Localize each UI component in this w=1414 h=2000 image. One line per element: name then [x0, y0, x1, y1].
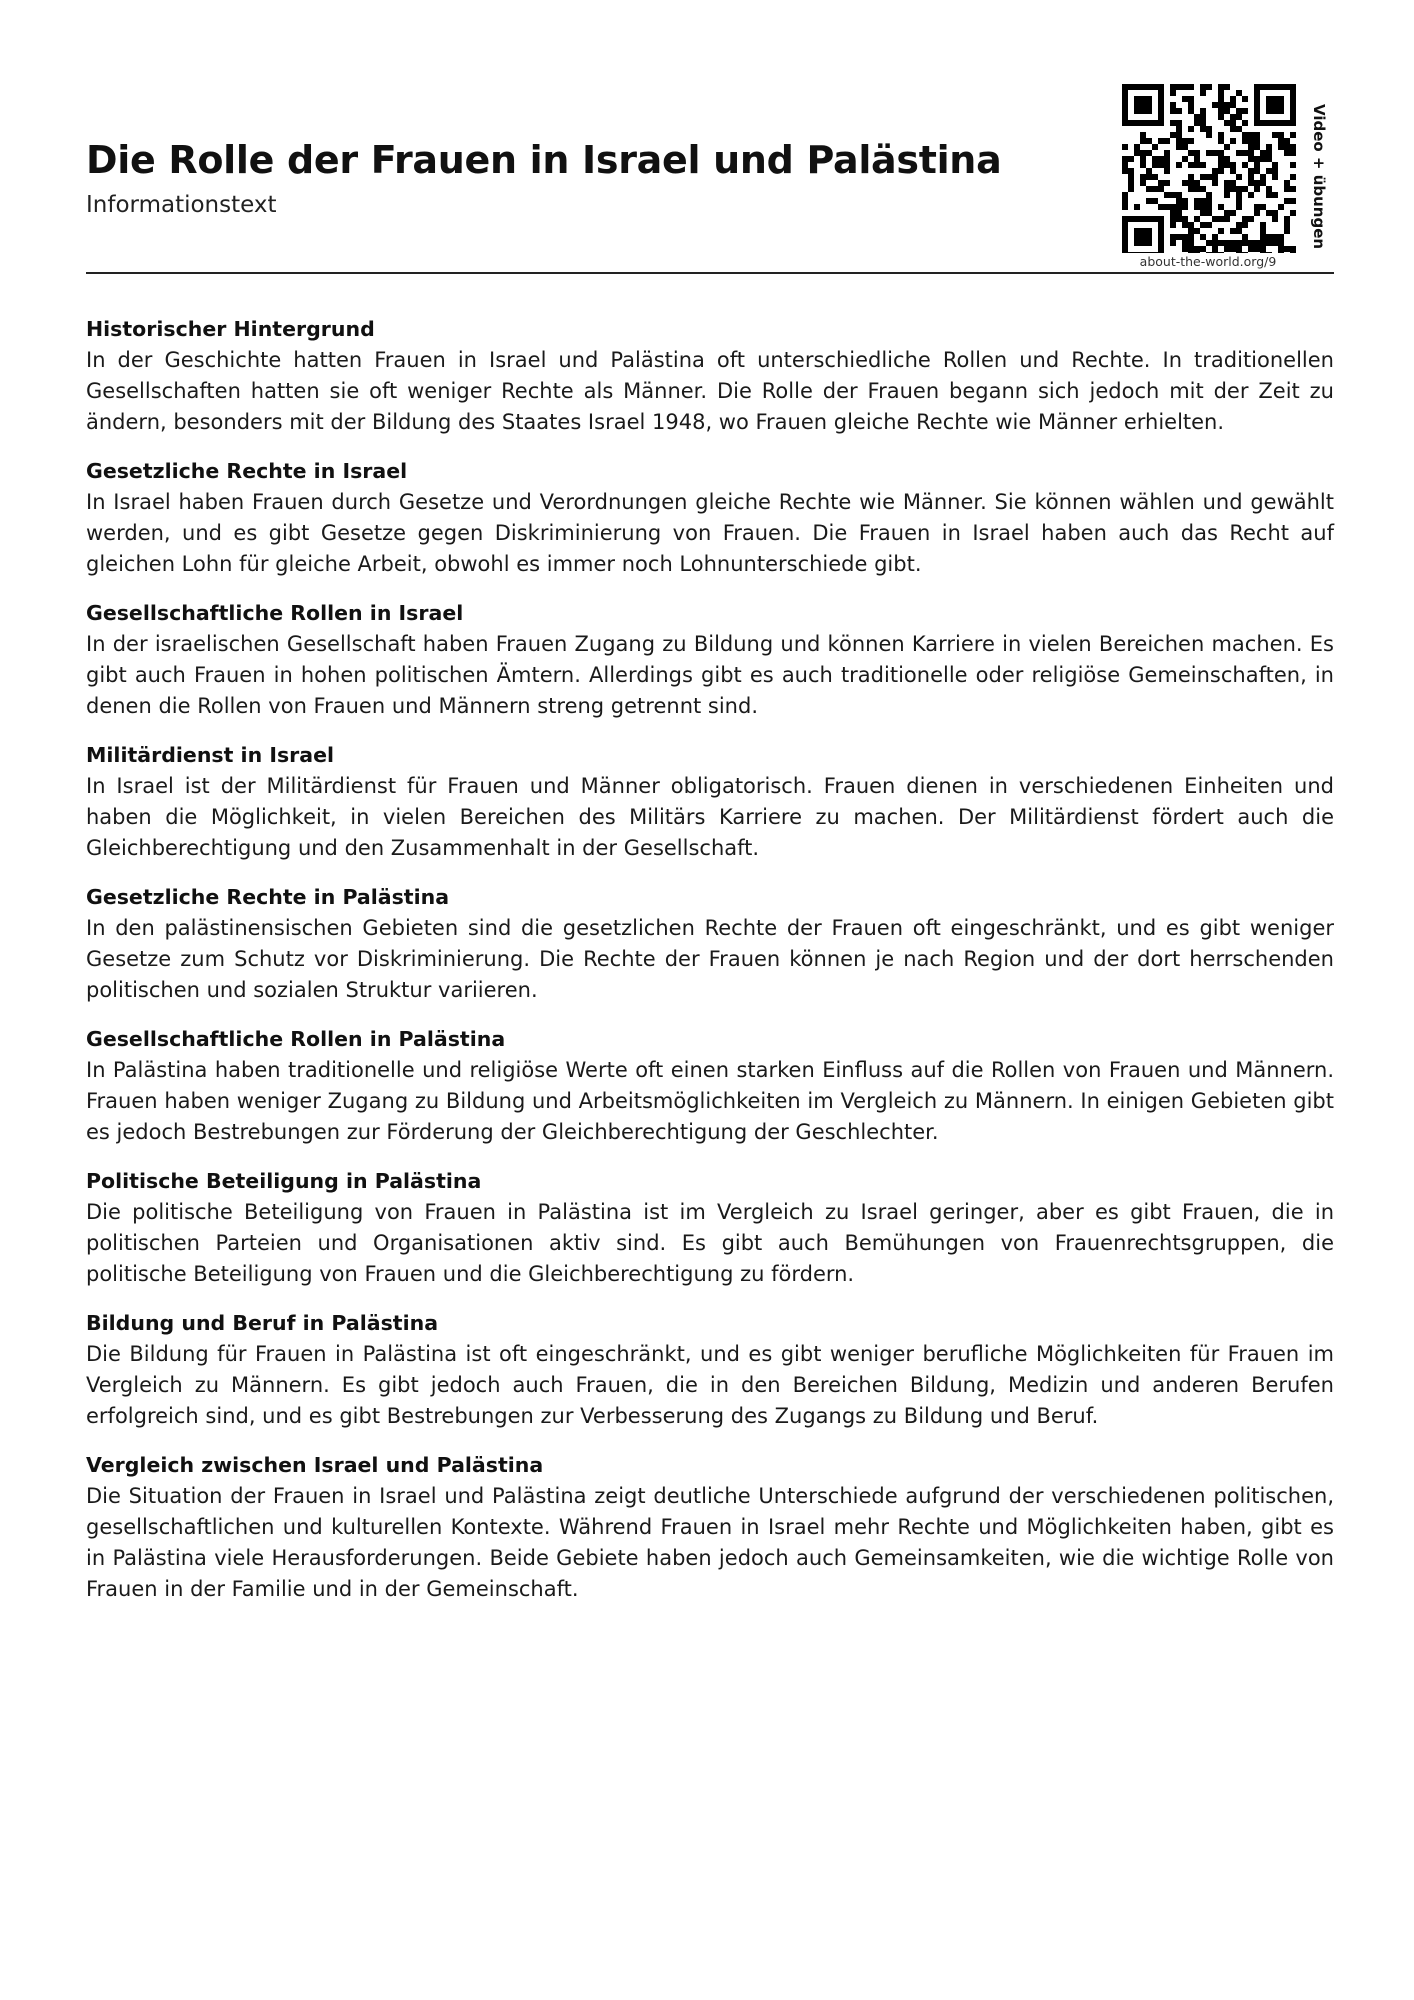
page-header [86, 0, 1334, 275]
section-bildung-beruf-palaestina [86, 1308, 1334, 1432]
section-body: In den palästinensischen Gebieten sind die gesetzlichen Rechte der Frauen oft eingeschränkt, und es gibt weniger Gesetze zum Schutz vor Diskriminierung. Die Rechte der Frauen können je nach Region und der dort herrschenden politischen und sozialen Struktur variieren. [86, 916, 1334, 1002]
section-gesellschaftliche-rollen-palaestina [86, 1024, 1334, 1148]
section-body: In Israel haben Frauen durch Gesetze und Verordnungen gleiche Rechte wie Männer. Sie können wählen und gewählt werden, und es gibt Gesetze gegen Diskriminierung von Frauen. Die Frauen in Israel haben auch das Recht auf gleichen Lohn für gleiche Arbeit, obwohl es immer noch Lohnunterschiede gibt. [86, 490, 1334, 576]
section-body: In Palästina haben traditionelle und religiöse Werte oft einen starken Einfluss auf die Rollen von Frauen und Männern. Frauen haben weniger Zugang zu Bildung und Arbeitsmöglichkeiten im Vergleich zu Männern. In einigen Gebieten gibt es jedoch Bestrebungen zur Förderung der Gleichberechtigung der Geschlechter. [86, 1058, 1334, 1144]
section-heading: Historischer Hintergrund [86, 317, 375, 341]
section-gesetzliche-rechte-israel [86, 456, 1334, 580]
section-body: Die politische Beteiligung von Frauen in Palästina ist im Vergleich zu Israel geringer, aber es gibt Frauen, die in politischen Parteien und Organisationen aktiv sind. Es gibt auch Bemühungen von Frauenrechtsgruppen, die politische Beteiligung von Frauen und die Gleichberechtigung zu fördern. [86, 1200, 1334, 1286]
page-title: Die Rolle der Frauen in Israel und Palästina [86, 138, 1002, 182]
section-heading: Militärdienst in Israel [86, 743, 335, 767]
section-body: In Israel ist der Militärdienst für Frauen und Männer obligatorisch. Frauen dienen in verschiedenen Einheiten und haben die Möglichkeit, in vielen Bereichen des Militärs Karriere zu machen. Der Militärdienst fördert auch die Gleichberechtigung und den Zusammenhalt in der Gesellschaft. [86, 774, 1334, 860]
section-body: In der israelischen Gesellschaft haben Frauen Zugang zu Bildung und können Karriere in vielen Bereichen machen. Es gibt auch Frauen in hohen politischen Ämtern. Allerdings gibt es auch traditionelle oder religiöse Gemeinschaften, in denen die Rollen von Frauen und Männern streng getrennt sind. [86, 632, 1334, 718]
header-divider [86, 272, 1334, 274]
section-heading: Bildung und Beruf in Palästina [86, 1311, 439, 1335]
section-heading: Gesetzliche Rechte in Palästina [86, 885, 450, 909]
section-politische-beteiligung-palaestina [86, 1166, 1334, 1290]
section-heading: Politische Beteiligung in Palästina [86, 1169, 482, 1193]
section-heading: Gesellschaftliche Rollen in Palästina [86, 1027, 506, 1051]
qr-block[interactable] [1120, 82, 1334, 272]
section-gesetzliche-rechte-palaestina [86, 882, 1334, 1006]
section-heading: Gesetzliche Rechte in Israel [86, 459, 408, 483]
section-vergleich-israel-palaestina [86, 1450, 1334, 1605]
section-historischer-hintergrund [86, 314, 1334, 438]
section-body: Die Bildung für Frauen in Palästina ist oft eingeschränkt, und es gibt weniger berufliche Möglichkeiten für Frauen im Vergleich zu Männern. Es gibt jedoch auch Frauen, die in den Bereichen Bildung, Medizin und anderen Berufen erfolgreich sind, und es gibt Bestrebungen zur Verbesserung des Zugangs zu Bildung und Beruf. [86, 1342, 1334, 1428]
page-subtitle: Informationstext [86, 192, 277, 218]
section-heading: Vergleich zwischen Israel und Palästina [86, 1453, 544, 1477]
qr-caption[interactable]: about-the-world.org/9 [1120, 253, 1296, 270]
section-gesellschaftliche-rollen-israel [86, 598, 1334, 722]
qr-code-icon[interactable] [1122, 84, 1296, 258]
section-body: Die Situation der Frauen in Israel und Palästina zeigt deutliche Unterschiede aufgrund der verschiedenen politischen, gesellschaftlichen und kulturellen Kontexte. Während Frauen in Israel mehr Rechte und Möglichkeiten haben, gibt es in Palästina viele Herausforderungen. Beide Gebiete haben jedoch auch Gemeinsamkeiten, wie die wichtige Rolle von Frauen in der Familie und in der Gemeinschaft. [86, 1484, 1334, 1601]
section-body: In der Geschichte hatten Frauen in Israel und Palästina oft unterschiedliche Rollen und Rechte. In traditionellen Gesellschaften hatten sie oft weniger Rechte als Männer. Die Rolle der Frauen begann sich jedoch mit der Zeit zu ändern, besonders mit der Bildung des Staates Israel 1948, wo Frauen gleiche Rechte wie Männer erhielten. [86, 348, 1334, 434]
section-heading: Gesellschaftliche Rollen in Israel [86, 601, 464, 625]
section-militaerdienst-israel [86, 740, 1334, 864]
main-content [86, 314, 1334, 1623]
qr-side-label: Video + übungen [1310, 104, 1328, 250]
